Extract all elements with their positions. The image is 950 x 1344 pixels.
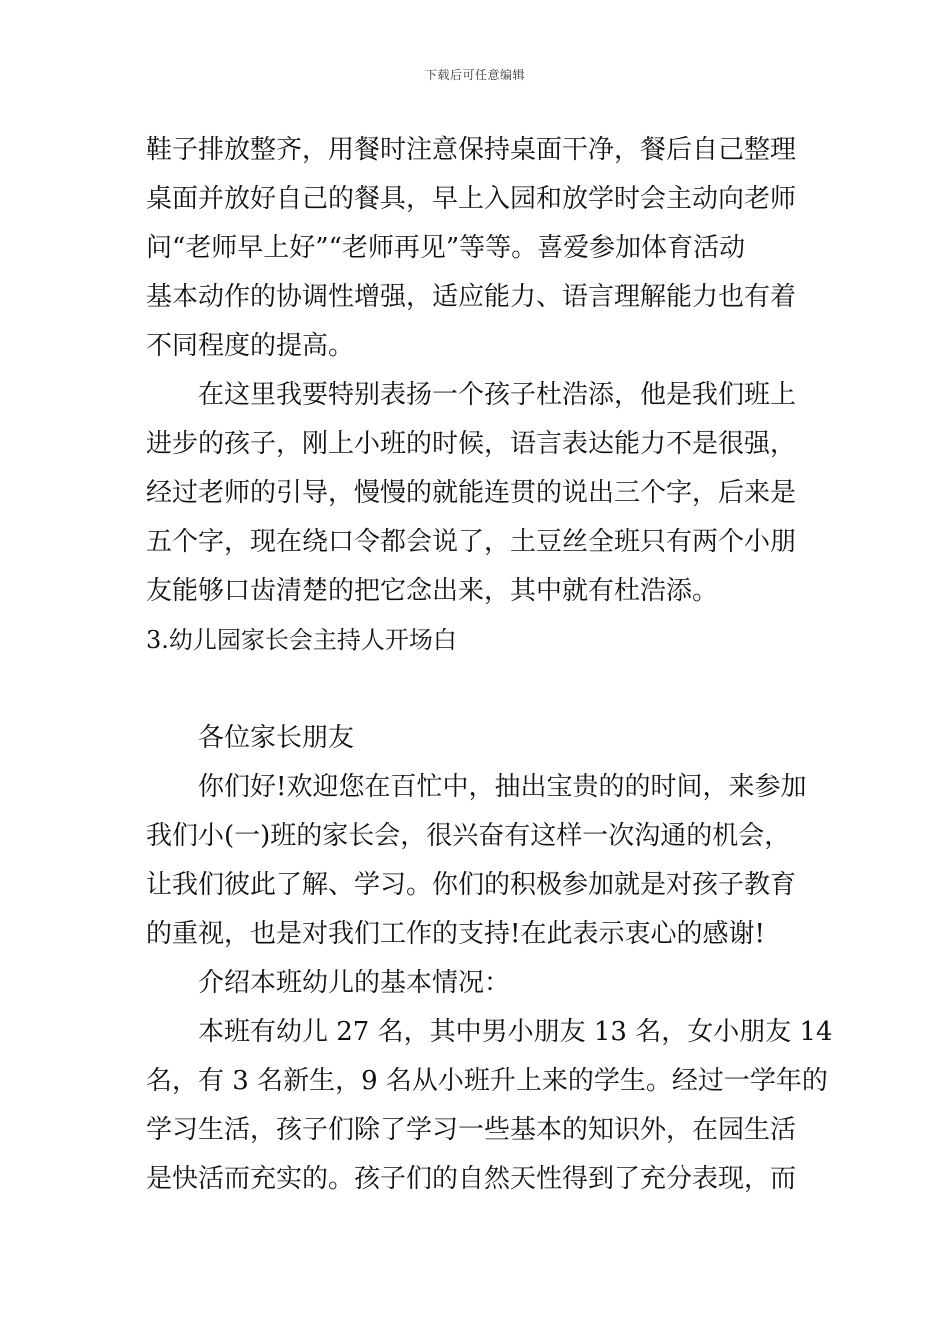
- text-line: 鞋子排放整齐，用餐时注意保持桌面干净，餐后自己整理: [146, 135, 797, 165]
- paragraph-intro: [146, 959, 806, 1008]
- blank-line: [146, 665, 806, 714]
- text-line: 介绍本班幼儿的基本情况：: [198, 968, 511, 998]
- text-line: 经过老师的引导，慢慢的就能连贯的说出三个字，后来是: [146, 478, 797, 508]
- text-line: 名，有 3 名新生，9 名从小班升上来的学生。经过一学年的: [146, 1066, 828, 1096]
- text-line: 基本动作的协调性增强，适应能力、语言理解能力也有着: [146, 282, 797, 312]
- paragraph-welcome: [146, 763, 806, 959]
- text-line: 我们小(一)班的家长会，很兴奋有这样一次沟通的机会，: [146, 821, 791, 851]
- text-line: 在这里我要特别表扬一个孩子杜浩添，他是我们班上: [198, 380, 797, 410]
- text-line: 友能够口齿清楚的把它念出来，其中就有杜浩添。: [146, 576, 719, 606]
- text-line: 五个字，现在绕口令都会说了，土豆丝全班只有两个小朋: [146, 527, 797, 557]
- paragraph-continuation: [146, 126, 806, 371]
- text-line: 不同程度的提高。: [146, 331, 355, 361]
- text-line: 学习生活，孩子们除了学习一些基本的知识外，在园生活: [146, 1115, 797, 1145]
- text-line: 的重视，也是对我们工作的支持!在此表示衷心的感谢!: [146, 919, 765, 949]
- paragraph-class-info: [146, 1008, 833, 1204]
- paragraph-praise: [146, 371, 806, 616]
- page-header: 下载后可任意编辑: [424, 68, 525, 82]
- text-line: 进步的孩子，刚上小班的时候，语言表达能力不是很强，: [146, 429, 797, 459]
- greeting: 各位家长朋友: [198, 723, 355, 753]
- text-line: 桌面并放好自己的餐具，早上入园和放学时会主动向老师: [146, 184, 797, 214]
- text-line: 是快活而充实的。孩子们的自然天性得到了充分表现，而: [146, 1164, 797, 1194]
- text-line: 让我们彼此了解、学习。你们的积极参加就是对孩子教育: [146, 870, 797, 900]
- text-line: 问“老师早上好”“老师再见”等等。喜爱参加体育活动: [146, 233, 746, 263]
- section-heading: 3.幼儿园家长会主持人开场白: [146, 626, 457, 654]
- document-body: [146, 126, 833, 1204]
- text-line: 你们好!欢迎您在百忙中，抽出宝贵的的时间，来参加: [198, 772, 807, 802]
- text-line: 本班有幼儿 27 名，其中男小朋友 13 名，女小朋友 14: [198, 1017, 833, 1047]
